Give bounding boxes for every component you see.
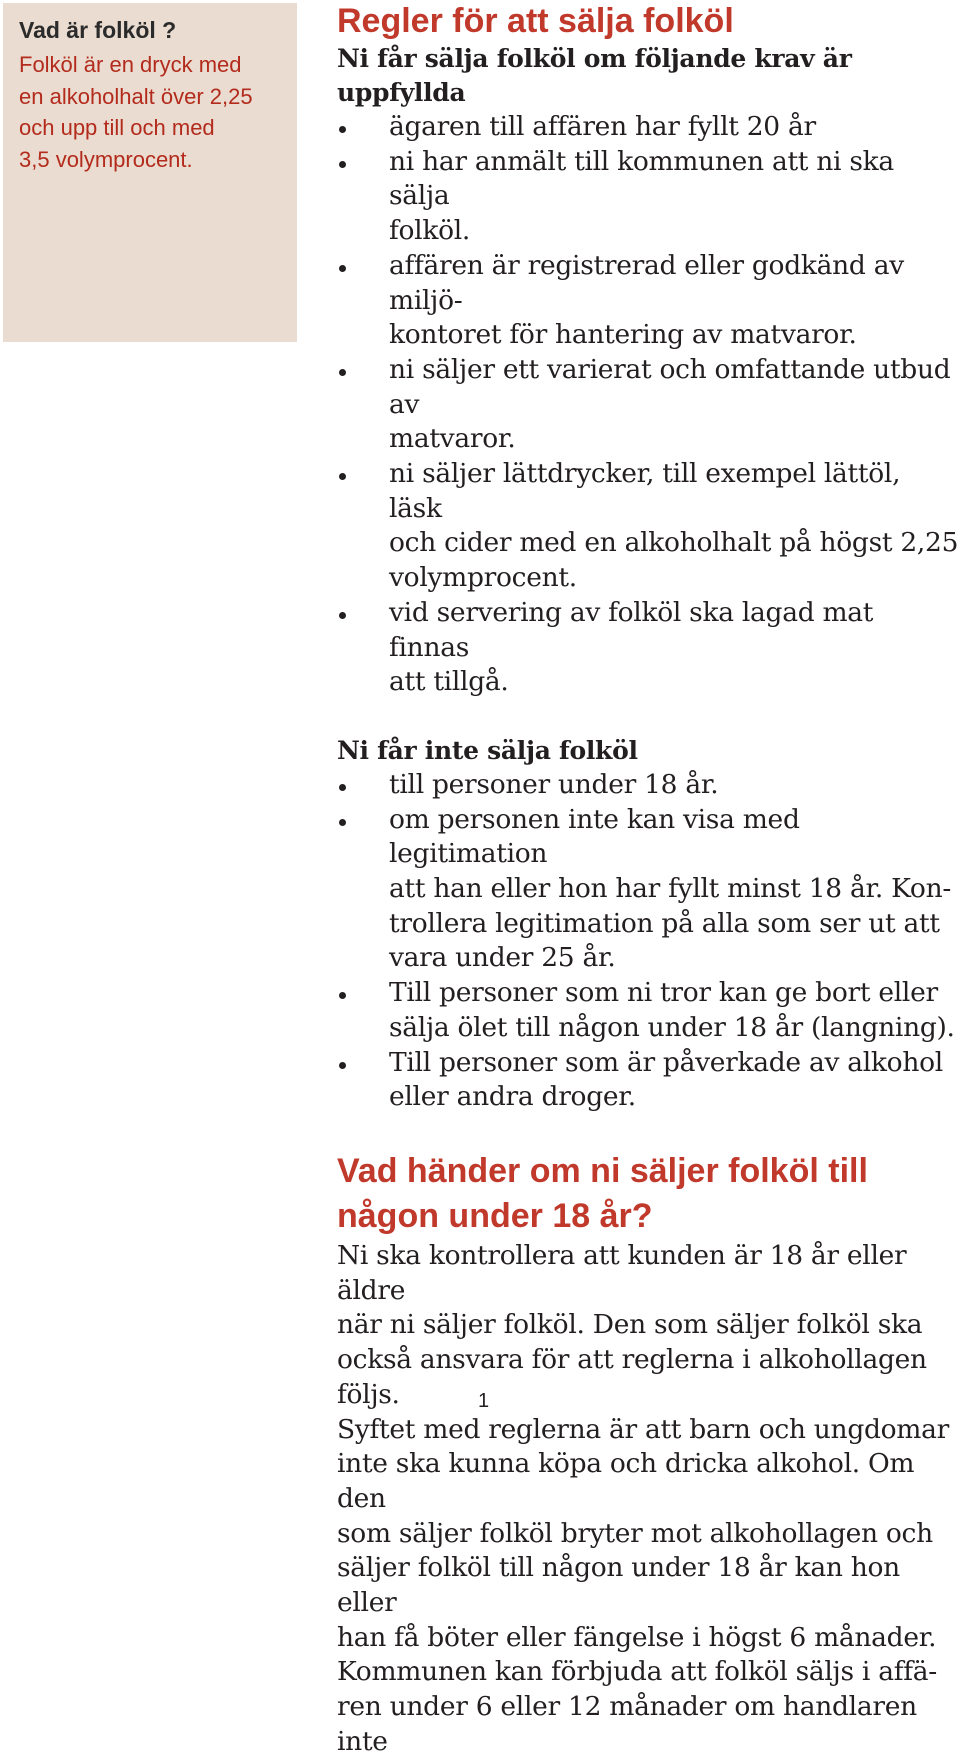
forbidden-list [337, 768, 959, 1115]
bullet-icon [339, 1062, 346, 1069]
list-item: ni säljer lättdrycker, till exempel lättöl, läsk och cider med en alkoholhalt på högst 2,25 volymprocent. [337, 457, 959, 596]
bullet-icon [339, 819, 346, 826]
info-box-text: Folköl är en dryck med en alkoholhalt över 2,25 och upp till och med 3,5 volymprocent. [19, 52, 253, 172]
list-item: ägaren till affären har fyllt 20 år [337, 110, 959, 145]
info-box [3, 3, 297, 342]
bullet-icon [339, 784, 346, 791]
bullet-icon [339, 612, 346, 619]
bullet-icon [339, 161, 346, 168]
consequences-paragraph: Ni ska kontrollera att kunden är 18 år eller äldre när ni säljer folköl. Den som säljer folköl ska också ansvara för att reglerna i alkohollagen följs. Syftet med reglerna är att barn och ungdomar inte ska kunna köpa och dricka alkohol. Om den som säljer folköl bryter mot alkohollagen och säljer folköl till någon under 18 år kan hon eller han få böter eller fängelse i högst 6 månader. Kommunen kan förbjuda att folköl säljs i affä- ren under 6 eller 12 månader om handlaren inte [337, 1239, 949, 1757]
list-item: till personer under 18 år. [337, 768, 959, 803]
bullet-icon [339, 992, 346, 999]
bullet-icon [339, 126, 346, 133]
info-box-title: Vad är folköl ? [19, 17, 177, 43]
bullet-icon [339, 473, 346, 480]
forbidden-heading: Ni får inte sälja folköl [337, 735, 638, 765]
list-item: Till personer som ni tror kan ge bort eller sälja ölet till någon under 18 år (langning). [337, 976, 959, 1045]
consequences-heading: Vad händer om ni säljer folköl till någon under 18 år? [337, 1151, 868, 1235]
list-item: ni säljer ett varierat och omfattande utbud av matvaror. [337, 353, 959, 457]
bullet-icon [339, 369, 346, 376]
rules-heading: Regler för att sälja folköl [337, 2, 734, 40]
list-item: om personen inte kan visa med legitimation att han eller hon har fyllt minst 18 år. Kon- trollera legitimation på alla som ser ut att vara under 25 år. [337, 803, 959, 977]
page-number: 1 [478, 1390, 490, 1412]
list-item: affären är registrerad eller godkänd av miljö- kontoret för hantering av matvaror. [337, 249, 959, 353]
list-item: Till personer som är påverkade av alkohol eller andra droger. [337, 1046, 959, 1115]
list-item: ni har anmält till kommunen att ni ska sälja folköl. [337, 145, 959, 249]
allowed-heading: Ni får sälja folköl om följande krav är uppfyllda [337, 44, 852, 107]
bullet-icon [339, 265, 346, 272]
allowed-list [337, 110, 959, 700]
main-content [337, 0, 959, 1760]
list-item: vid servering av folköl ska lagad mat finnas att tillgå. [337, 596, 959, 700]
